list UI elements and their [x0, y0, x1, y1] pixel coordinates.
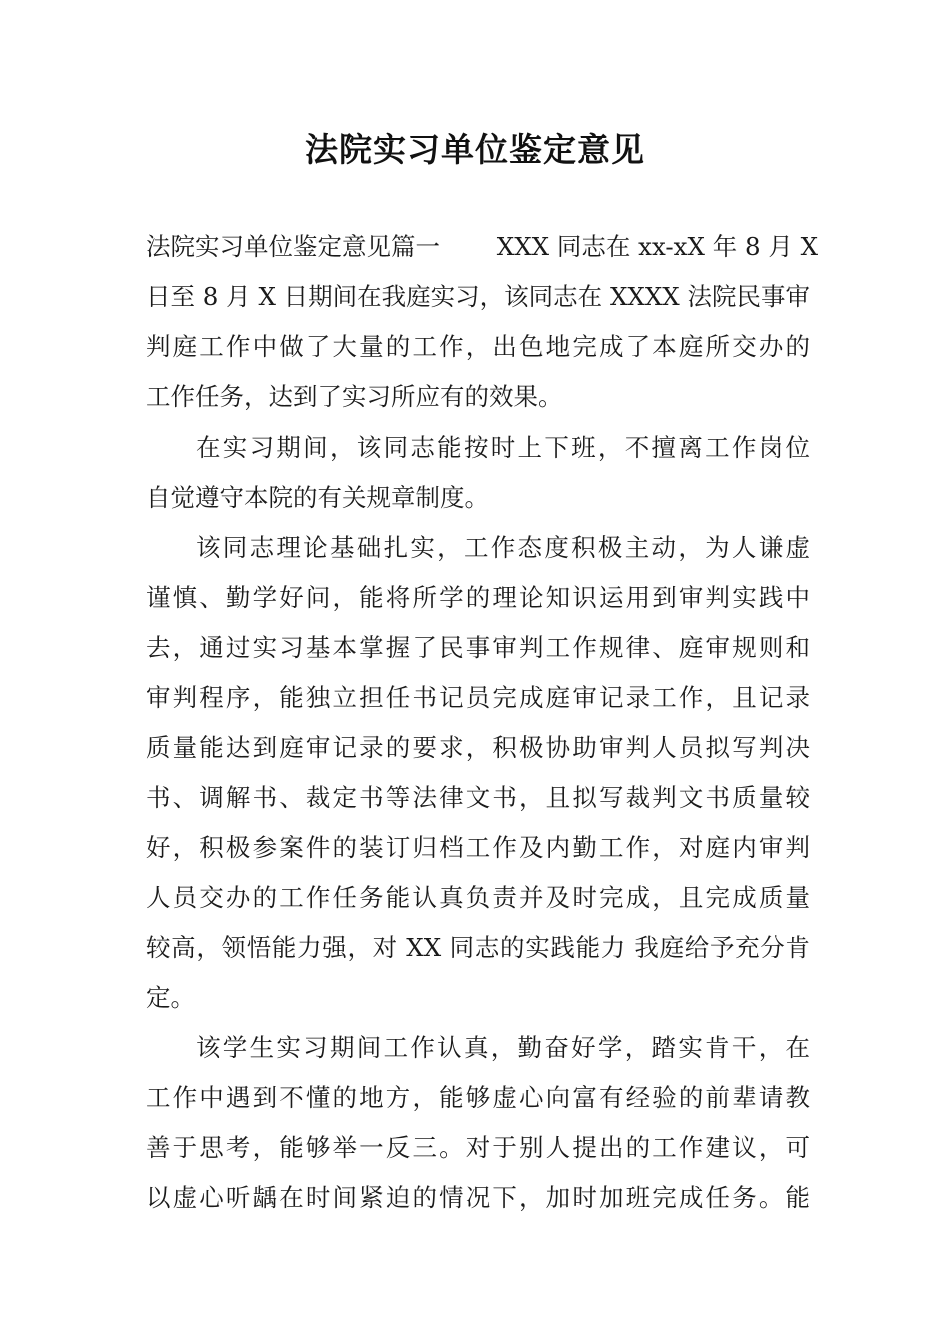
paragraph-line: 工作任务，达到了实习所应有的效果。	[146, 382, 563, 411]
paragraph-line: 自觉遵守本院的有关规章制度。	[146, 483, 489, 512]
paragraph-line: 工作中遇到不懂的地方，能够虚心向富有经验的前辈请教	[146, 1083, 810, 1112]
paragraph-line: 书、调解书、裁定书等法律文书，且拟写裁判文书质量较	[146, 783, 810, 812]
paragraph-line: 定。	[146, 983, 195, 1012]
paragraph-line: 日至 8 月 X 日期间在我庭实习，该同志在 XXXX 法院民事审	[146, 282, 811, 311]
paragraph-line: 较高，领悟能力强，对 XX 同志的实践能力 我庭给予充分肯	[146, 933, 810, 962]
paragraph-line: 去，通过实习基本掌握了民事审判工作规律、庭审规则和	[146, 633, 810, 662]
paragraph-line: 以虚心听龋在时间紧迫的情况下，加时加班完成任务。能	[146, 1183, 810, 1212]
paragraph-line: 在实习期间，该同志能按时上下班，不擅离工作岗位	[196, 433, 810, 462]
paragraph-line: 判庭工作中做了大量的工作，出色地完成了本庭所交办的	[146, 332, 810, 361]
paragraph-line: 法院实习单位鉴定意见篇一 XXX 同志在 xx-xX 年 8 月 X	[146, 232, 819, 261]
paragraph-line: 人员交办的工作任务能认真负责并及时完成，且完成质量	[146, 883, 810, 912]
paragraph-line: 谨慎、勤学好问，能将所学的理论知识运用到审判实践中	[146, 583, 810, 612]
paragraph-line: 善于思考，能够举一反三。对于别人提出的工作建议，可	[146, 1133, 810, 1162]
paragraph-line: 好，积极参案件的装订归档工作及内勤工作，对庭内审判	[146, 833, 810, 862]
paragraph-line: 审判程序，能独立担任书记员完成庭审记录工作，且记录	[146, 683, 810, 712]
document-title: 法院实习单位鉴定意见	[305, 130, 645, 169]
paragraph-line: 该同志理论基础扎实，工作态度积极主动，为人谦虚	[196, 533, 810, 562]
paragraph-line: 质量能达到庭审记录的要求，积极协助审判人员拟写判决	[146, 733, 810, 762]
paragraph-line: 该学生实习期间工作认真，勤奋好学，踏实肯干，在	[196, 1033, 810, 1062]
